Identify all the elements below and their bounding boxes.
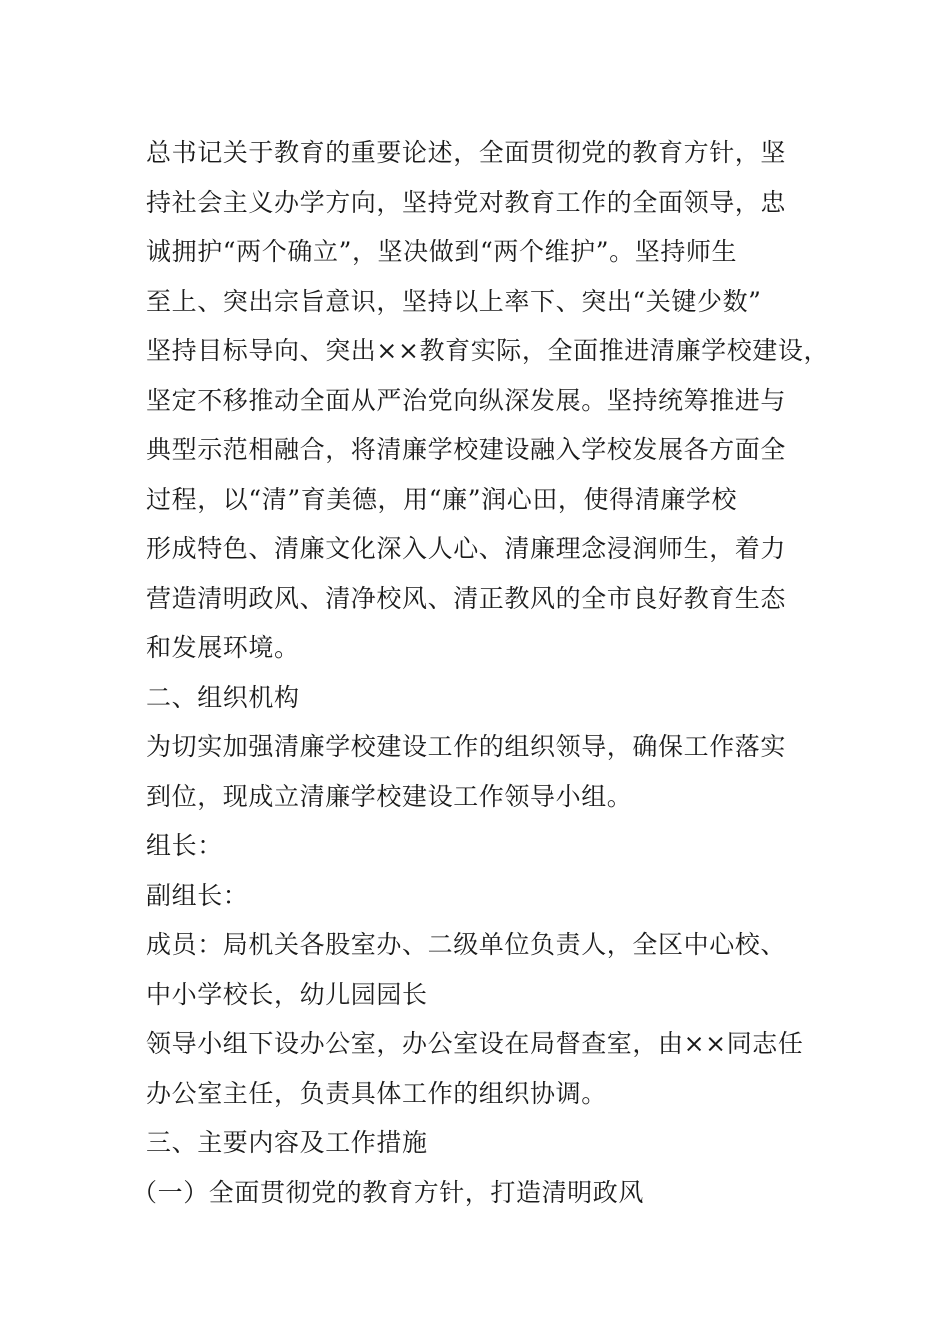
body-line: 办公室主任，负责具体工作的组织协调。 xyxy=(146,1078,607,1108)
body-line: 典型示范相融合，将清廉学校建设融入学校发展各方面全 xyxy=(146,435,787,464)
body-line: 领导小组下设办公室，办公室设在局督查室，由××同志任 xyxy=(146,1029,804,1058)
body-line: 为切实加强清廉学校建设工作的组织领导，确保工作落实 xyxy=(146,732,787,761)
deputy-leader-line: 副组长： xyxy=(146,880,249,910)
body-line: 营造清明政风、清净校风、清正教风的全市良好教育生态 xyxy=(146,583,787,613)
body-line: 到位，现成立清廉学校建设工作领导小组。 xyxy=(146,781,633,811)
subsection-heading: （一）全面贯彻党的教育方针，打造清明政风 xyxy=(132,1177,645,1207)
body-line: 和发展环境。 xyxy=(146,633,300,662)
section-heading-main-content: 三、主要内容及工作措施 xyxy=(146,1128,428,1157)
body-line: 坚定不移推动全面从严治党向纵深发展。坚持统筹推进与 xyxy=(146,385,787,415)
body-line: 形成特色、清廉文化深入人心、清廉理念浸润师生，着力 xyxy=(146,534,787,563)
body-line: 总书记关于教育的重要论述，全面贯彻党的教育方针，坚 xyxy=(146,138,787,167)
body-line: 过程，以“清”育美德，用“廉”润心田，使得清廉学校 xyxy=(146,484,738,514)
document-body xyxy=(132,128,830,1217)
body-line: 诚拥护“两个确立”，坚决做到“两个维护”。坚持师生 xyxy=(146,237,738,266)
group-leader-line: 组长： xyxy=(146,831,223,860)
body-line: 持社会主义办学方向，坚持党对教育工作的全面领导，忠 xyxy=(146,187,787,217)
body-line: 坚持目标导向、突出××教育实际，全面推进清廉学校建设， xyxy=(146,336,830,365)
section-heading-organization: 二、组织机构 xyxy=(146,682,300,712)
members-line: 中小学校长，幼儿园园长 xyxy=(146,979,428,1009)
members-line: 成员：局机关各股室办、二级单位负责人，全区中心校、 xyxy=(146,930,787,959)
body-line: 至上、突出宗旨意识，坚持以上率下、突出“关键少数” xyxy=(146,286,762,316)
